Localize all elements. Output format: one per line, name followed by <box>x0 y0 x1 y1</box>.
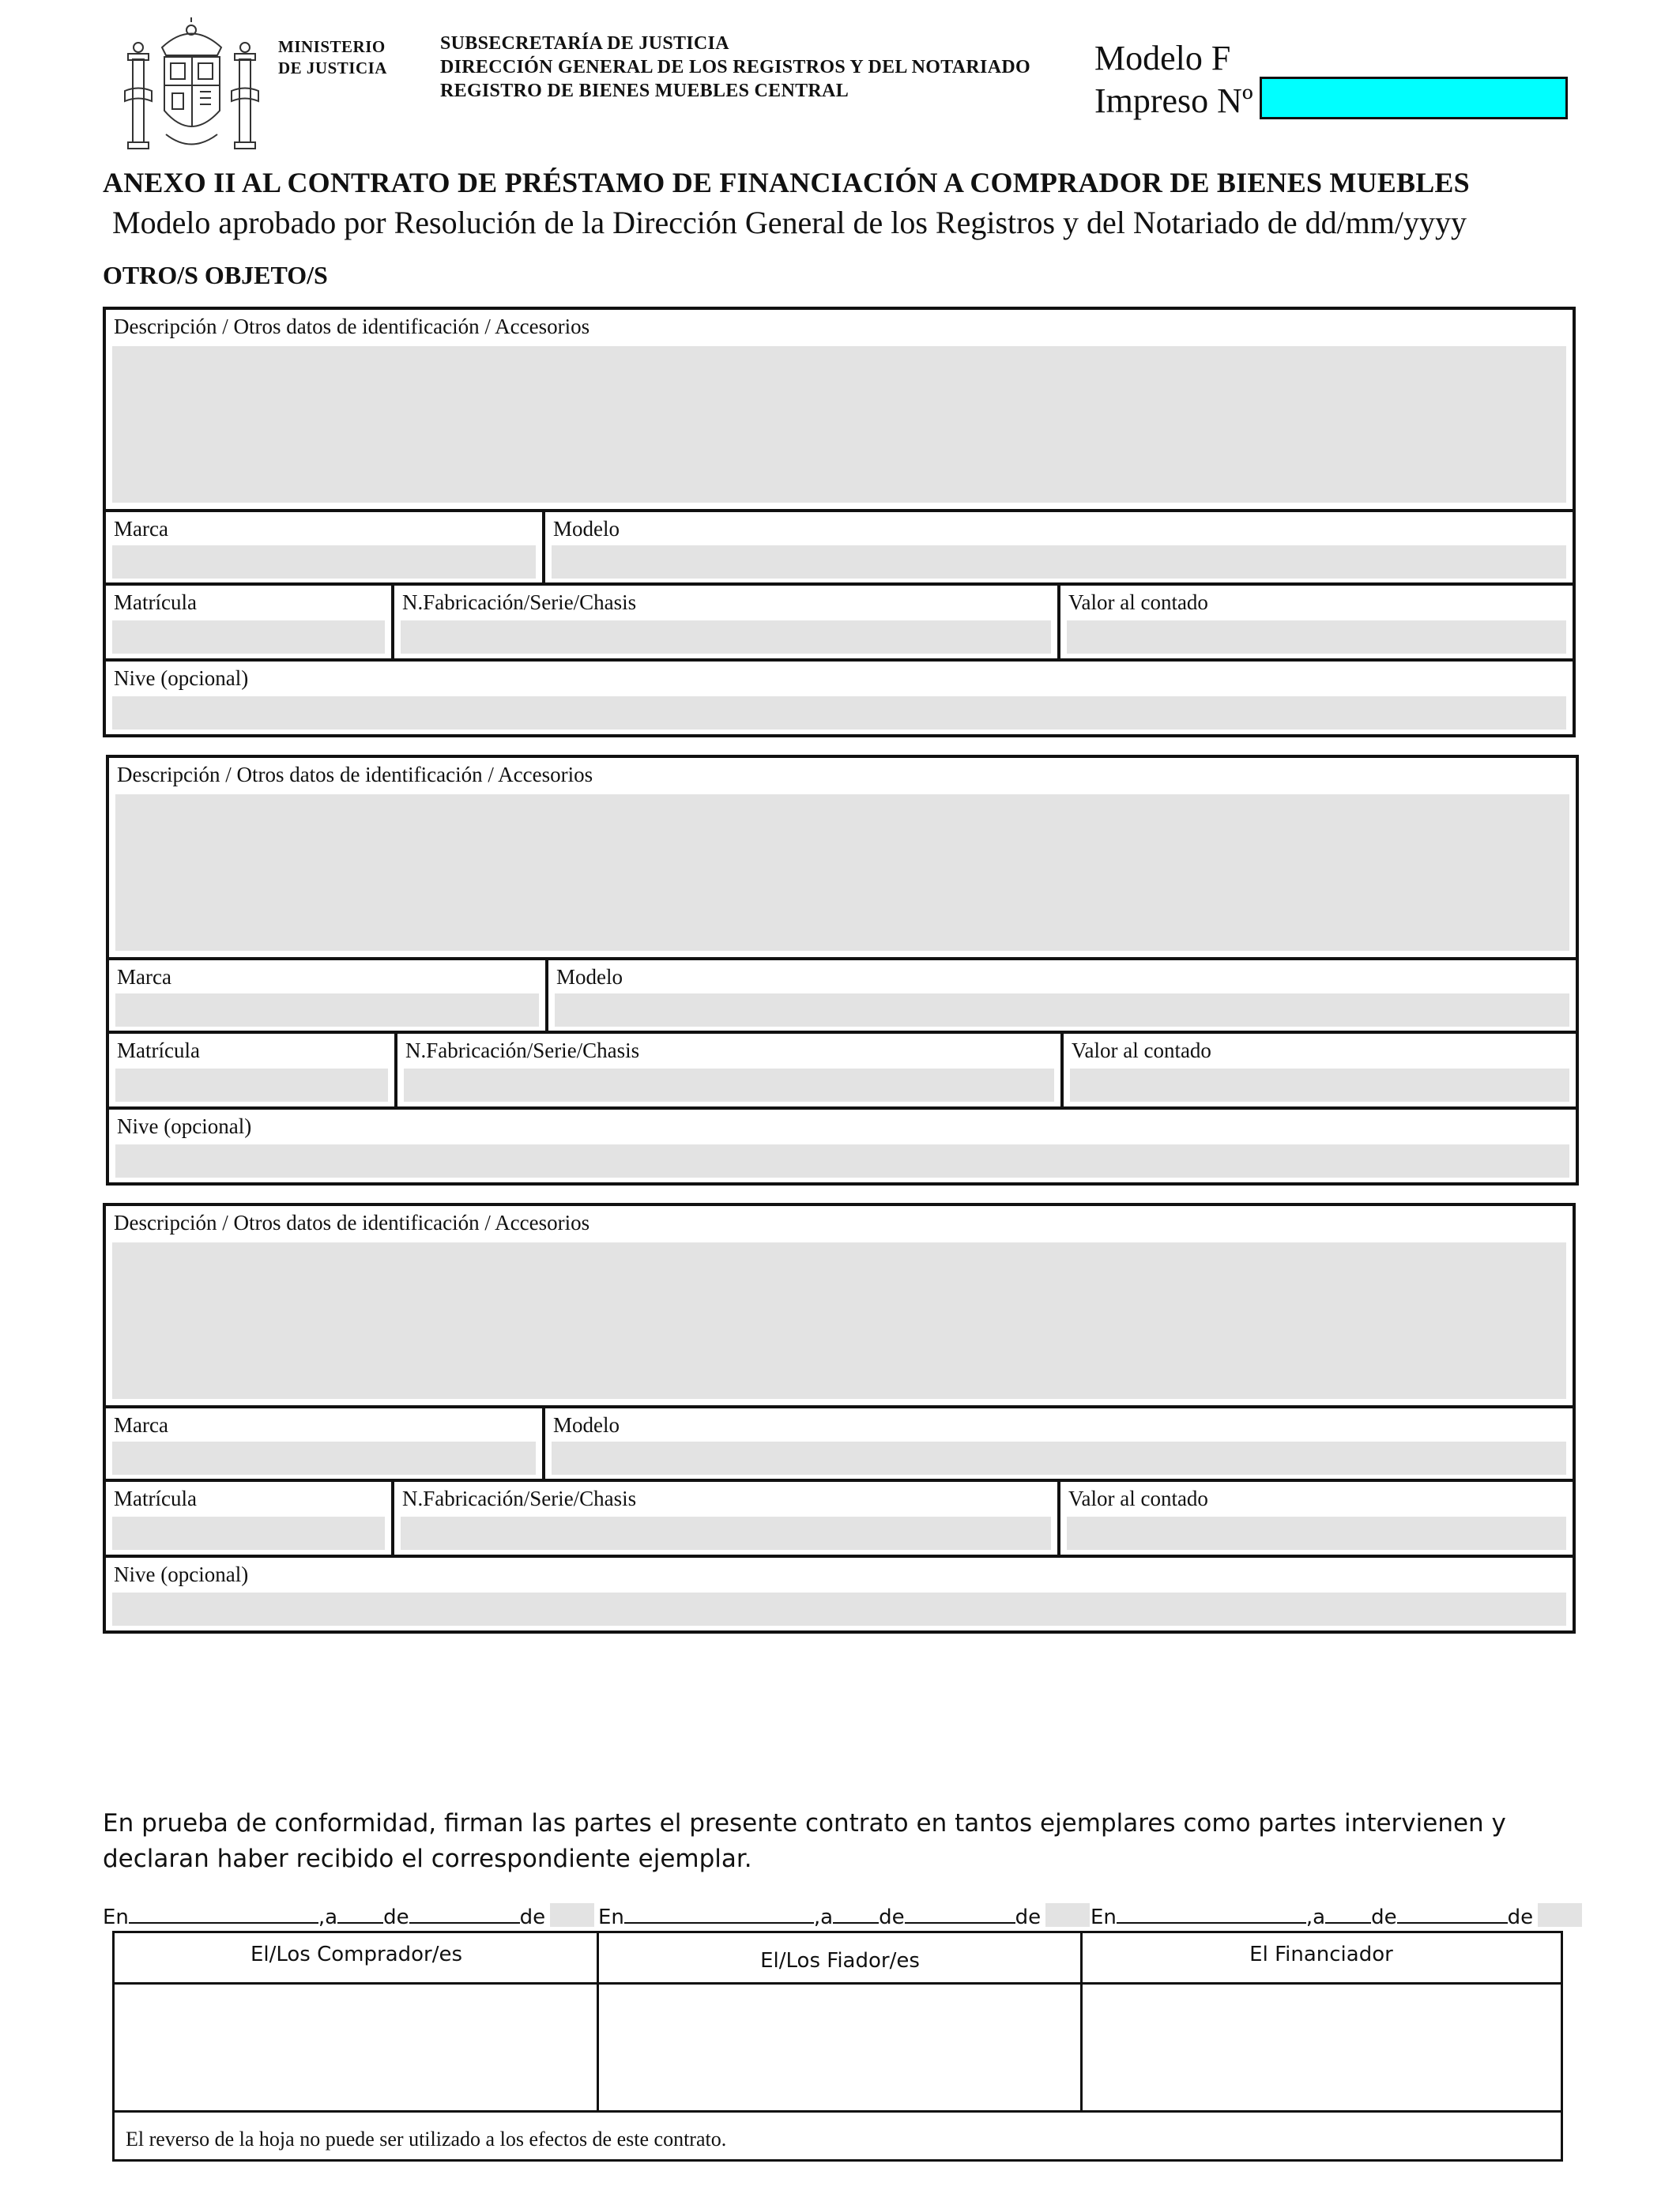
impreso-number-field[interactable] <box>1260 77 1568 119</box>
nive-label: Nive (opcional) <box>114 1563 249 1586</box>
nive-field[interactable] <box>115 1144 1569 1178</box>
nive-field[interactable] <box>112 696 1566 729</box>
matricula-label: Matrícula <box>114 1487 197 1510</box>
department-block <box>440 32 1030 103</box>
date-de-label: de <box>1015 1906 1042 1929</box>
marca-field[interactable] <box>112 1442 536 1475</box>
valor-cell <box>1064 1034 1576 1106</box>
nive-cell <box>106 662 1573 734</box>
month-field[interactable] <box>1397 1903 1508 1924</box>
date-line-1 <box>103 1903 594 1929</box>
fabricacion-cell <box>394 1482 1057 1555</box>
date-en-label: En <box>103 1906 129 1929</box>
document-title: ANEXO II AL CONTRATO DE PRÉSTAMO DE FINANCIACIÓN A COMPRADOR DE BIENES MUEBLES <box>103 167 1470 198</box>
valor-field[interactable] <box>1067 620 1566 654</box>
marca-label: Marca <box>114 1413 168 1437</box>
ministry-line-1: MINISTERIO <box>278 37 386 56</box>
date-de-label: de <box>879 1906 905 1929</box>
matricula-cell <box>106 1482 391 1555</box>
marca-cell <box>109 960 545 1031</box>
descripcion-cell <box>106 1206 1573 1405</box>
date-de-label: de <box>383 1906 409 1929</box>
signature-table <box>112 1931 1563 2162</box>
descripcion-field[interactable] <box>112 346 1566 503</box>
descripcion-label: Descripción / Otros datos de identificación / Accesorios <box>114 1211 590 1235</box>
comprador-header: El/Los Comprador/es <box>250 1943 463 1966</box>
matricula-label: Matrícula <box>114 590 197 614</box>
modelo-cell <box>545 512 1573 582</box>
fabricacion-label: N.Fabricación/Serie/Chasis <box>402 1487 637 1510</box>
object-block <box>103 1203 1576 1634</box>
matricula-cell <box>109 1034 394 1106</box>
date-en-label: En <box>598 1906 624 1929</box>
nive-field[interactable] <box>112 1593 1566 1626</box>
modelo-label: Modelo <box>553 1413 620 1437</box>
valor-cell <box>1060 1482 1573 1555</box>
place-field[interactable] <box>129 1903 318 1924</box>
descripcion-label: Descripción / Otros datos de identificación / Accesorios <box>114 315 590 338</box>
date-line-2 <box>598 1903 1090 1929</box>
fiador-signature-area[interactable] <box>599 1985 1080 2110</box>
fabricacion-cell <box>397 1034 1060 1106</box>
marca-field[interactable] <box>112 545 536 579</box>
modelo-field[interactable] <box>552 545 1566 579</box>
department-line-1: SUBSECRETARÍA DE JUSTICIA <box>440 33 729 54</box>
marca-cell <box>106 1408 542 1479</box>
valor-label: Valor al contado <box>1068 1487 1208 1510</box>
ministry-line-2: DE JUSTICIA <box>278 58 387 77</box>
matricula-cell <box>106 586 391 658</box>
department-line-3: REGISTRO DE BIENES MUEBLES CENTRAL <box>440 81 849 101</box>
fabricacion-label: N.Fabricación/Serie/Chasis <box>402 590 637 614</box>
nive-cell <box>109 1110 1576 1182</box>
valor-cell <box>1060 586 1573 658</box>
reverse-notice: El reverso de la hoja no puede ser utilizado a los efectos de este contrato. <box>126 2128 727 2151</box>
date-de-label: de <box>1371 1906 1397 1929</box>
date-de-label: de <box>1507 1906 1534 1929</box>
fabricacion-field[interactable] <box>401 1517 1051 1550</box>
date-en-label: En <box>1090 1906 1117 1929</box>
matricula-label: Matrícula <box>117 1039 200 1062</box>
place-field[interactable] <box>624 1903 814 1924</box>
impreso-label: Impreso Nº <box>1094 81 1253 120</box>
valor-label: Valor al contado <box>1068 590 1208 614</box>
year-field[interactable] <box>1045 1903 1090 1927</box>
financiador-signature-area[interactable] <box>1083 1985 1561 2110</box>
marca-field[interactable] <box>115 993 539 1027</box>
marca-label: Marca <box>114 517 168 541</box>
matricula-field[interactable] <box>112 620 385 654</box>
conformity-text: En prueba de conformidad, firman las partes el presente contrato en tantos ejemplares como partes intervienen y declaran haber recibido el correspondiente ejemplar. <box>103 1809 1506 1873</box>
modelo-cell <box>545 1408 1573 1479</box>
modelo-label: Modelo <box>553 517 620 541</box>
fiador-header: El/Los Fiador/es <box>760 1949 920 1973</box>
department-line-2: DIRECCIÓN GENERAL DE LOS REGISTROS Y DEL NOTARIADO <box>440 57 1030 77</box>
object-block <box>103 307 1576 737</box>
descripcion-field[interactable] <box>115 794 1569 951</box>
comprador-signature-area[interactable] <box>115 1985 597 2110</box>
fabricacion-label: N.Fabricación/Serie/Chasis <box>405 1039 640 1062</box>
coat-of-arms-logo <box>119 16 265 158</box>
matricula-field[interactable] <box>112 1517 385 1550</box>
date-a-label: ,a <box>813 1906 834 1929</box>
ministry-name <box>278 36 387 79</box>
day-field[interactable] <box>1325 1903 1371 1924</box>
nive-cell <box>106 1558 1573 1630</box>
modelo-field[interactable] <box>555 993 1569 1027</box>
object-block <box>106 755 1579 1186</box>
date-a-label: ,a <box>318 1906 338 1929</box>
day-field[interactable] <box>833 1903 879 1924</box>
section-label: OTRO/S OBJETO/S <box>103 261 328 289</box>
year-field[interactable] <box>1538 1903 1582 1927</box>
marca-label: Marca <box>117 965 171 989</box>
valor-label: Valor al contado <box>1072 1039 1211 1062</box>
modelo-label: Modelo <box>556 965 623 989</box>
sig-footer-divider <box>115 2110 1561 2113</box>
modelo-cell <box>548 960 1576 1031</box>
valor-field[interactable] <box>1067 1517 1566 1550</box>
nive-label: Nive (opcional) <box>117 1114 252 1138</box>
fabricacion-cell <box>394 586 1057 658</box>
descripcion-cell <box>106 310 1573 509</box>
year-field[interactable] <box>550 1903 594 1927</box>
place-field[interactable] <box>1117 1903 1306 1924</box>
nive-label: Nive (opcional) <box>114 666 249 690</box>
fabricacion-field[interactable] <box>404 1069 1054 1102</box>
day-field[interactable] <box>337 1903 383 1924</box>
matricula-field[interactable] <box>115 1069 388 1102</box>
month-field[interactable] <box>409 1903 520 1924</box>
document-subtitle: Modelo aprobado por Resolución de la Dirección General de los Registros y del Notariado de dd/mm/yyyy <box>112 205 1467 240</box>
date-de-label: de <box>519 1906 546 1929</box>
date-a-label: ,a <box>1305 1906 1326 1929</box>
financiador-header: El Financiador <box>1249 1943 1393 1966</box>
fabricacion-field[interactable] <box>401 620 1051 654</box>
marca-cell <box>106 512 542 582</box>
descripcion-label: Descripción / Otros datos de identificación / Accesorios <box>117 763 593 786</box>
descripcion-cell <box>109 758 1576 957</box>
modelo-field[interactable] <box>552 1442 1566 1475</box>
month-field[interactable] <box>905 1903 1015 1924</box>
modelo-label: Modelo F <box>1094 39 1231 77</box>
date-line-3 <box>1090 1903 1582 1929</box>
valor-field[interactable] <box>1070 1069 1569 1102</box>
descripcion-field[interactable] <box>112 1242 1566 1399</box>
